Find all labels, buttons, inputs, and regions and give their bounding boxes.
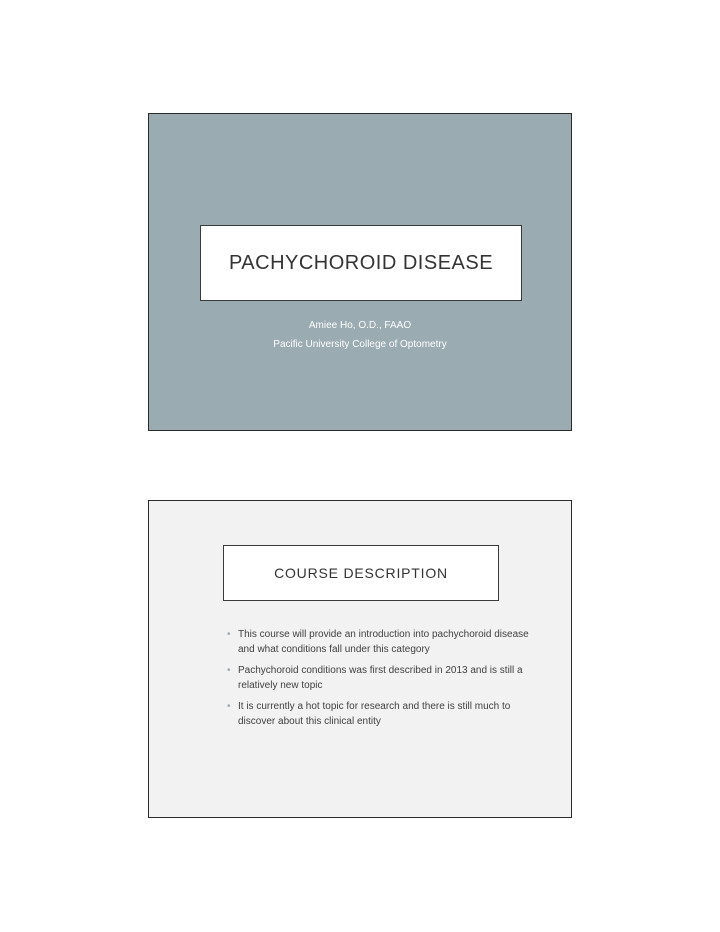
affiliation: Pacific University College of Optometry: [273, 339, 447, 350]
title-slide: [148, 113, 572, 431]
bullet-text: Pachychoroid conditions was first described in 2013 and is still a relatively new topic: [238, 665, 523, 691]
bullet-text: It is currently a hot topic for research and there is still much to discover about this clinical entity: [238, 701, 511, 727]
title-box: [200, 225, 522, 301]
course-description-slide: [148, 500, 572, 818]
bullet-icon: •: [227, 629, 231, 640]
title-box: [223, 545, 499, 601]
bullet-text: This course will provide an introduction into pachychoroid disease and what conditions fall under this category: [238, 629, 529, 655]
list-item: [225, 663, 535, 693]
bullet-icon: •: [227, 701, 231, 712]
list-item: [225, 627, 535, 657]
author-name: Amiee Ho, O.D., FAAO: [308, 320, 412, 331]
slide-title: PACHYCHOROID DISEASE: [228, 251, 494, 274]
bullet-icon: •: [227, 665, 231, 676]
bullet-list: [225, 627, 535, 735]
slide-title: COURSE DESCRIPTION: [274, 565, 448, 581]
list-item: [225, 699, 535, 729]
